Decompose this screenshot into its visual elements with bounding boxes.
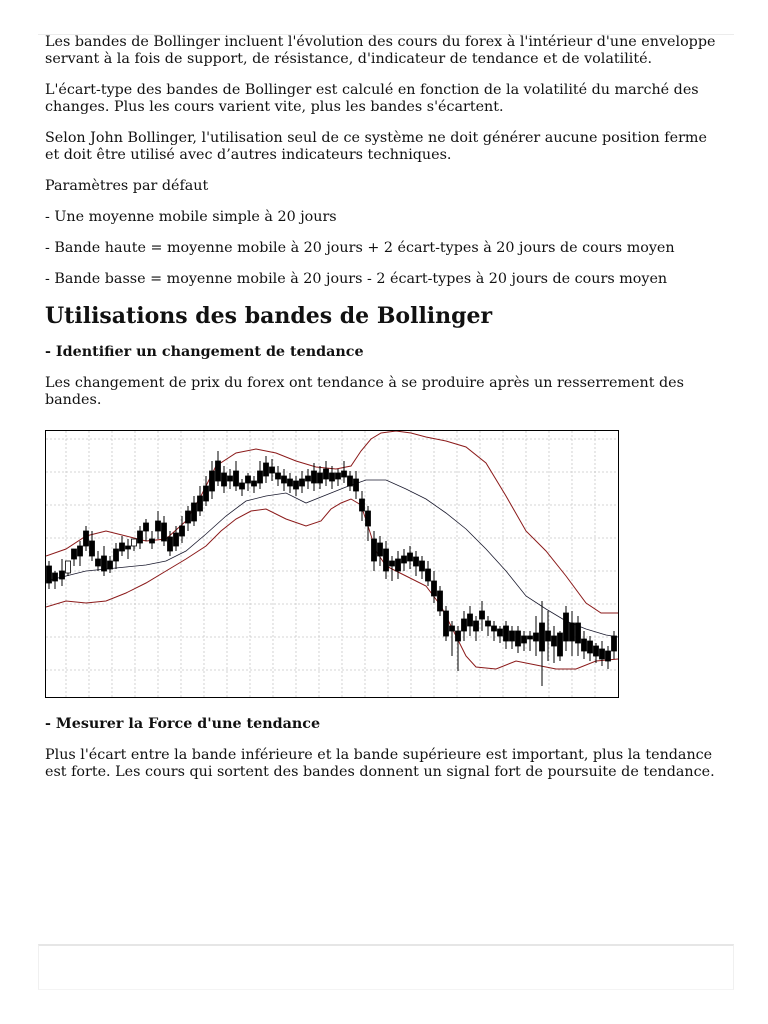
candle-body bbox=[348, 476, 353, 486]
candle-body bbox=[582, 639, 587, 651]
candle-body bbox=[396, 559, 401, 571]
candle-body bbox=[156, 521, 161, 531]
candle-body bbox=[102, 556, 107, 571]
candle-body bbox=[414, 557, 419, 566]
candle-body bbox=[276, 473, 281, 479]
candle-body bbox=[312, 471, 317, 483]
candle-body bbox=[150, 539, 155, 543]
candle-body bbox=[126, 546, 131, 549]
candle-body bbox=[612, 636, 617, 651]
candle-body bbox=[300, 479, 305, 486]
candle-body bbox=[534, 633, 539, 641]
candle-body bbox=[546, 631, 551, 641]
candle-body bbox=[504, 626, 509, 641]
candle-body bbox=[198, 496, 203, 511]
candle-body bbox=[246, 476, 251, 483]
candle-body bbox=[144, 523, 149, 531]
candle-body bbox=[378, 543, 383, 556]
lower-band-line bbox=[46, 499, 618, 669]
article-body-continued bbox=[45, 716, 725, 781]
candle-body bbox=[606, 651, 611, 661]
candle-body bbox=[318, 473, 323, 483]
candle-body bbox=[138, 531, 143, 543]
middle-band-line bbox=[46, 480, 618, 637]
candle-body bbox=[294, 481, 299, 489]
candle-body bbox=[47, 566, 52, 583]
candle-body bbox=[360, 499, 365, 511]
candle-body bbox=[588, 641, 593, 653]
candle-body bbox=[180, 526, 185, 536]
candle-body bbox=[354, 479, 359, 491]
candle-body bbox=[540, 623, 545, 651]
candle-body bbox=[408, 553, 413, 561]
intro-paragraph-2: L'écart-type des bandes de Bollinger est calculé en fonction de la volatilité du marché des changes. Plus les cours varient vite, plus les bandes s'écartent. bbox=[45, 82, 699, 115]
candle-body bbox=[114, 549, 119, 561]
candle-body bbox=[264, 463, 269, 476]
intro-paragraph-3: Selon John Bollinger, l'utilisation seul de ce système ne doit générer aucune position ferme et doit être utilisé avec d’autres indicateurs techniques. bbox=[45, 130, 707, 163]
candle-body bbox=[186, 511, 191, 523]
section-heading: Utilisations des bandes de Bollinger bbox=[45, 303, 493, 329]
candles-group bbox=[47, 451, 617, 686]
candle-body bbox=[450, 626, 455, 631]
candle-body bbox=[84, 531, 89, 546]
candle-body bbox=[480, 611, 485, 619]
trend-change-text: Les changement de prix du forex ont tendance à se produire après un resserrement des bandes. bbox=[45, 375, 684, 408]
candle-body bbox=[402, 556, 407, 563]
param-upper-band: - Bande haute = moyenne mobile à 20 jours + 2 écart-types à 20 jours de cours moyen bbox=[45, 240, 675, 256]
candle-body bbox=[456, 631, 461, 641]
candle-body bbox=[468, 614, 473, 626]
candle-body bbox=[210, 471, 215, 491]
candle-body bbox=[594, 646, 599, 656]
intro-paragraph-1: Les bandes de Bollinger incluent l'évolution des cours du forex à l'intérieur d'une enveloppe servant à la fois de support, de résistance, d'indicateur de tendance et de volatilité. bbox=[45, 34, 716, 67]
subheading-trend-change: - Identifier un changement de tendance bbox=[45, 344, 364, 360]
candle-body bbox=[288, 479, 293, 486]
candle-body bbox=[240, 483, 245, 489]
candle-body bbox=[270, 467, 275, 473]
param-sma: - Une moyenne mobile simple à 20 jours bbox=[45, 209, 337, 225]
candle-body bbox=[168, 537, 173, 551]
subheading-trend-strength: - Mesurer la Force d'une tendance bbox=[45, 716, 321, 732]
trend-strength-text: Plus l'écart entre la bande inférieure et la bande supérieure est important, plus la tendance est forte. Les cours qui sortent des bandes donnent un signal fort de poursuite de tendance. bbox=[45, 747, 715, 780]
candle-body bbox=[324, 469, 329, 479]
candle-body bbox=[228, 476, 233, 481]
candle-body bbox=[516, 631, 521, 646]
candle-body bbox=[492, 626, 497, 631]
candle-body bbox=[486, 621, 491, 626]
candle-body bbox=[366, 511, 371, 526]
candle-body bbox=[53, 573, 58, 581]
candle-body bbox=[132, 539, 137, 546]
candle-body bbox=[216, 461, 221, 481]
candle-body bbox=[66, 561, 71, 573]
candle-body bbox=[60, 571, 65, 579]
candle-body bbox=[552, 636, 557, 646]
candle-body bbox=[90, 541, 95, 556]
candle-body bbox=[222, 473, 227, 486]
candle-body bbox=[96, 559, 101, 566]
candle-body bbox=[372, 539, 377, 561]
candle-body bbox=[342, 471, 347, 477]
param-lower-band: - Bande basse = moyenne mobile à 20 jours - 2 écart-types à 20 jours de cours moyen bbox=[45, 271, 668, 287]
candle-body bbox=[384, 549, 389, 571]
candle-body bbox=[258, 471, 263, 483]
candle-body bbox=[192, 503, 197, 521]
candle-body bbox=[252, 481, 257, 486]
candle-body bbox=[72, 549, 77, 559]
candle-body bbox=[420, 561, 425, 571]
candle-body bbox=[576, 623, 581, 643]
candle-body bbox=[498, 629, 503, 636]
candle-body bbox=[570, 623, 575, 641]
candle-body bbox=[426, 569, 431, 581]
candle-body bbox=[204, 486, 209, 501]
candle-body bbox=[120, 543, 125, 551]
bollinger-chart-svg bbox=[46, 431, 618, 697]
candle-body bbox=[558, 633, 563, 656]
candle-body bbox=[474, 621, 479, 631]
candle-body bbox=[432, 581, 437, 596]
candle-body bbox=[234, 471, 239, 486]
candle-body bbox=[78, 546, 83, 556]
candle-body bbox=[282, 476, 287, 483]
candle-body bbox=[390, 561, 395, 566]
default-params-label: Paramètres par défaut bbox=[45, 178, 209, 194]
candle-body bbox=[522, 636, 527, 643]
footer-area bbox=[38, 944, 734, 990]
bollinger-chart bbox=[45, 430, 619, 698]
candle-body bbox=[336, 473, 341, 479]
upper-band-line bbox=[46, 431, 618, 613]
candle-body bbox=[162, 523, 167, 541]
candle-body bbox=[600, 649, 605, 659]
candle-body bbox=[438, 591, 443, 611]
candle-body bbox=[510, 631, 515, 641]
candle-body bbox=[444, 611, 449, 636]
article-body bbox=[45, 34, 725, 409]
candle-body bbox=[528, 636, 533, 639]
candle-body bbox=[174, 533, 179, 546]
candle-body bbox=[564, 613, 569, 641]
candle-body bbox=[108, 561, 113, 569]
candle-body bbox=[330, 473, 335, 481]
candle-body bbox=[462, 619, 467, 631]
candle-body bbox=[306, 476, 311, 481]
